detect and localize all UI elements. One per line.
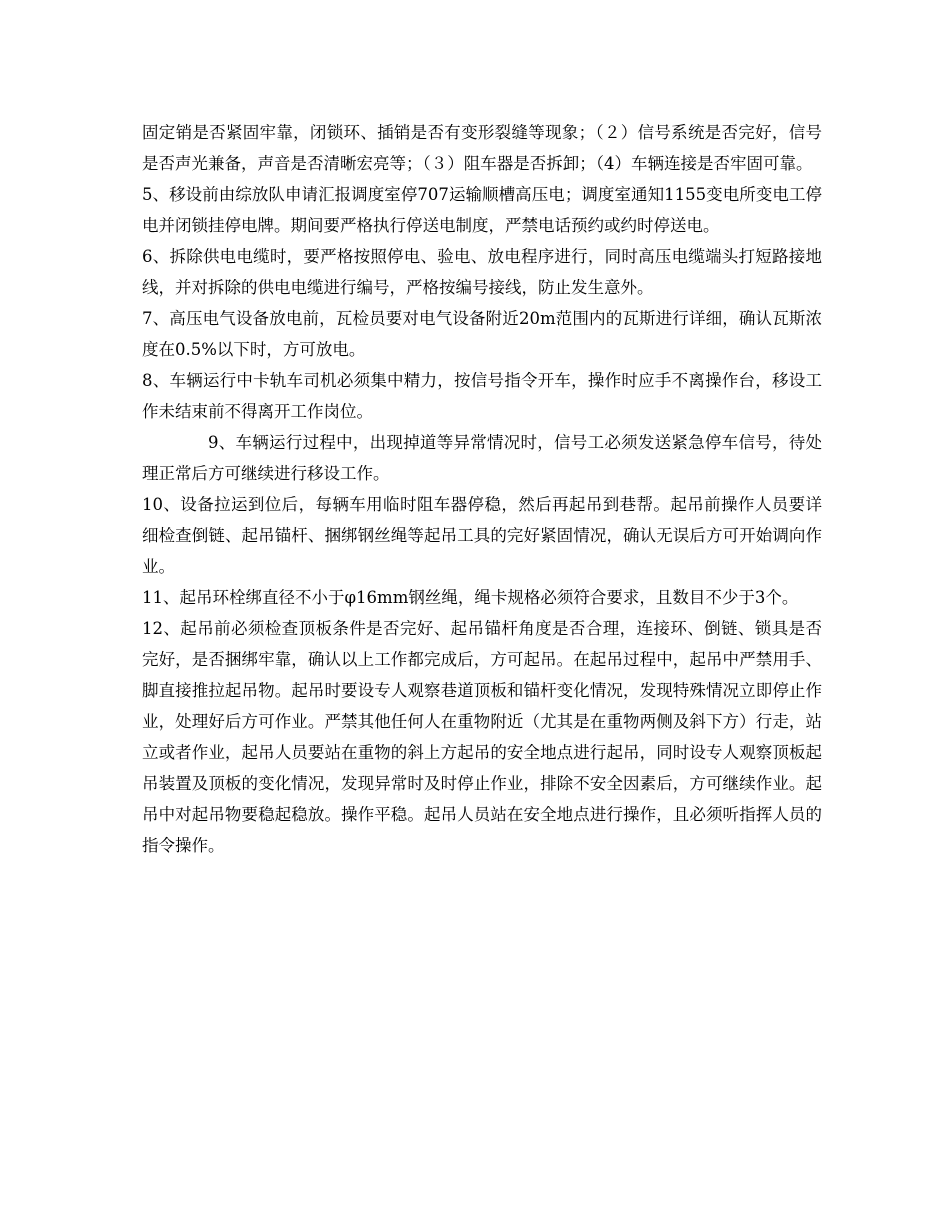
- paragraph-continuation: 固定销是否紧固牢靠，闭锁环、插销是否有变形裂缝等现象；（２）信号系统是否完好，信号是否声光兼备，声音是否清晰宏亮等；（３）阻车器是否拆卸；（4）车辆连接是否牢固可靠。: [142, 123, 822, 173]
- document-body: [142, 117, 822, 861]
- paragraph-item-5: 5、移设前由综放队申请汇报调度室停707运输顺槽高压电；调度室通知1155变电所变电工停电并闭锁挂停电牌。期间要严格执行停送电制度，严禁电话预约或约时停送电。: [142, 185, 822, 235]
- paragraph-item-8: 8、车辆运行中卡轨车司机必须集中精力，按信号指令开车，操作时应手不离操作台，移设工作未结束前不得离开工作岗位。: [142, 371, 822, 421]
- paragraph-item-10: 10、设备拉运到位后，每辆车用临时阻车器停稳，然后再起吊到巷帮。起吊前操作人员要详细检查倒链、起吊锚杆、捆绑钢丝绳等起吊工具的完好紧固情况，确认无误后方可开始调向作业。: [142, 495, 822, 576]
- paragraph-item-7: 7、高压电气设备放电前，瓦检员要对电气设备附近20m范围内的瓦斯进行详细，确认瓦斯浓度在0.5%以下时，方可放电。: [142, 309, 822, 359]
- paragraph-item-12: 12、起吊前必须检查顶板条件是否完好、起吊锚杆角度是否合理，连接环、倒链、锁具是否完好，是否捆绑牢靠，确认以上工作都完成后，方可起吊。在起吊过程中，起吊中严禁用手、脚直接推拉起吊物。起吊时要设专人观察巷道顶板和锚杆变化情况，发现特殊情况立即停止作业，处理好后方可作业。严禁其他任何人在重物附近（尤其是在重物两侧及斜下方）行走，站立或者作业，起吊人员要站在重物的斜上方起吊的安全地点进行起吊，同时设专人观察顶板起吊装置及顶板的变化情况，发现异常时及时停止作业，排除不安全因素后，方可继续作业。起吊中对起吊物要稳起稳放。操作平稳。起吊人员站在安全地点进行操作，且必须听指挥人员的指令操作。: [142, 619, 822, 855]
- paragraph-item-6: 6、拆除供电电缆时，要严格按照停电、验电、放电程序进行，同时高压电缆端头打短路接地线，并对拆除的供电电缆进行编号，严格按编号接线，防止发生意外。: [142, 247, 822, 297]
- paragraph-item-11: 11、起吊环栓绑直径不小于φ16mm钢丝绳，绳卡规格必须符合要求，且数目不少于3个。: [142, 588, 799, 607]
- paragraph-item-9: 9、车辆运行过程中，出现掉道等异常情况时，信号工必须发送紧急停车信号，待处理正常后方可继续进行移设工作。: [142, 433, 822, 483]
